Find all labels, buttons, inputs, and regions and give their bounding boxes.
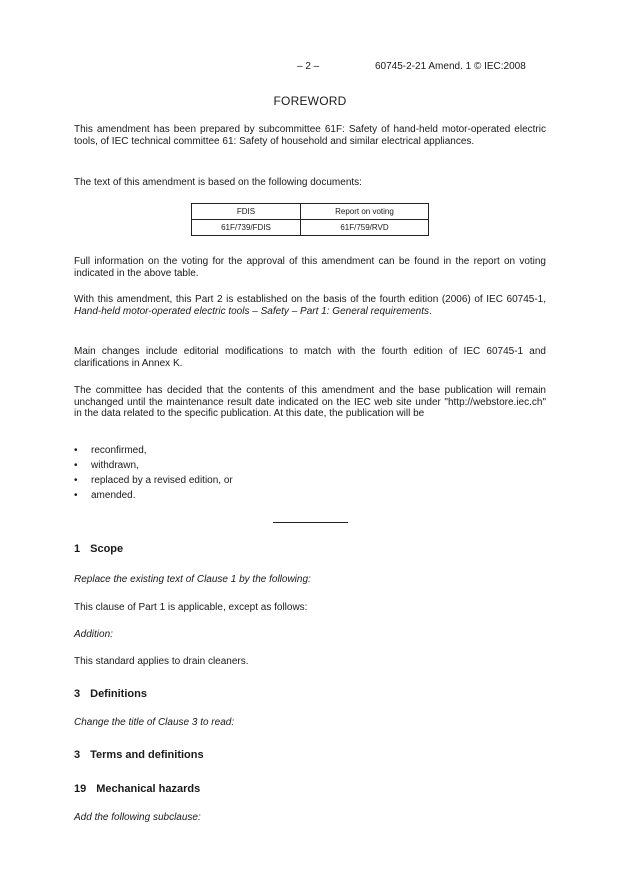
list-item [74,473,546,488]
list-item-text: replaced by a revised edition, or [91,475,233,486]
table-header-report: Report on voting [300,204,428,220]
intro-paragraph: This amendment has been prepared by subcommittee 61F: Safety of hand-held motor-operated electric tools, of IEC technical committee 61: Safety of household and similar electrical appliances. [74,124,546,147]
committee-paragraph: The committee has decided that the contents of this amendment and the base publication will remain unchanged until the maintenance result date indicated on the IEC web site under "http://webstore.iec.ch" in the data related to the specific publication. At this date, the publication will be [74,385,546,419]
main-changes-paragraph: Main changes include editorial modifications to match with the fourth edition of IEC 60745-1 and clarifications in Annex K. [74,346,546,369]
full-info-paragraph: Full information on the voting for the approval of this amendment can be found in the report on voting indicated in the above table. [74,256,546,279]
bullet-icon: • [74,490,78,501]
section-title: Definitions [90,688,147,700]
documents-table [191,203,429,236]
bullet-icon: • [74,445,78,456]
table-row [192,220,429,236]
scope-addition-label: Addition: [74,629,113,640]
scope-heading [74,543,123,555]
list-item [74,443,546,458]
separator-rule [273,522,348,523]
section-number: 3 [74,749,81,761]
list-item-text: reconfirmed, [91,445,147,456]
foreword-title: FOREWORD [273,94,347,108]
scope-addition-text: This standard applies to drain cleaners. [74,656,249,667]
scope-text: This clause of Part 1 is applicable, except as follows: [74,602,308,613]
page-number: – 2 – [297,61,320,72]
section-number: 19 [74,783,87,795]
established-text: With this amendment, this Part 2 is established on the basis of the fourth edition (2006) of IEC 60745-1, [74,294,546,305]
bullet-icon: • [74,460,78,471]
outcome-list [74,443,546,503]
list-item [74,458,546,473]
scope-instruction: Replace the existing text of Clause 1 by the following: [74,574,311,585]
section-title: Terms and definitions [90,749,204,761]
mechanical-instruction: Add the following subclause: [74,812,201,823]
section-number: 1 [74,543,81,555]
based-on-paragraph: The text of this amendment is based on the following documents: [74,177,362,188]
document-reference: 60745-2-21 Amend. 1 © IEC:2008 [375,61,526,72]
table-cell-rvd: 61F/759/RVD [300,220,428,236]
list-item-text: amended. [91,490,136,501]
list-item [74,488,546,503]
table-header-fdis: FDIS [192,204,301,220]
terms-heading [74,749,204,761]
section-title: Scope [90,543,124,555]
bullet-icon: • [74,475,78,486]
definitions-heading [74,688,147,700]
base-standard-title: Hand-held motor-operated electric tools – Safety – Part 1: General requirements [74,305,429,317]
table-cell-fdis: 61F/739/FDIS [192,220,301,236]
definitions-instruction: Change the title of Clause 3 to read: [74,717,235,728]
section-number: 3 [74,688,81,700]
section-title: Mechanical hazards [96,783,201,795]
mechanical-heading [74,783,200,795]
table-header-row [192,204,429,220]
list-item-text: withdrawn, [91,460,139,471]
established-end: . [429,305,432,317]
established-paragraph [74,294,546,317]
